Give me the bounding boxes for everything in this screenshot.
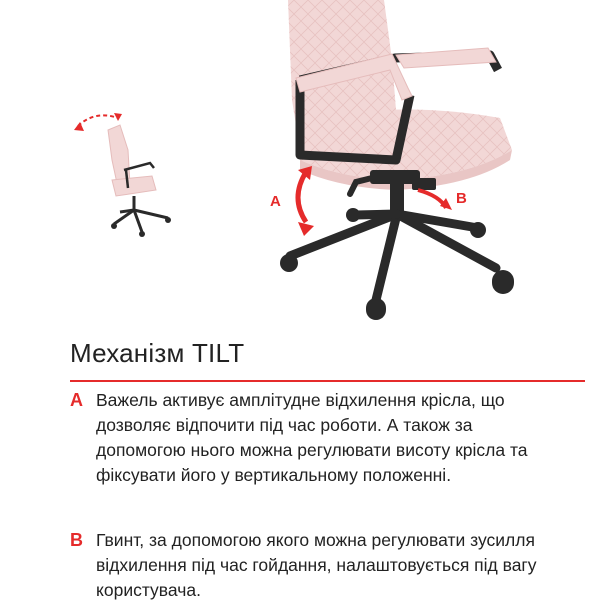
title-divider bbox=[70, 380, 585, 382]
page-title: Механізм TILT bbox=[70, 338, 245, 368]
feature-b-letter: B bbox=[70, 530, 83, 550]
feature-b-text: Гвинт, за допомогою якого можна регулювати зусилля відхилення під час гойдання, налаштовується під вагу користувача. bbox=[96, 530, 537, 600]
arrow-label-a: A bbox=[270, 193, 281, 210]
feature-b bbox=[70, 528, 550, 603]
feature-a bbox=[70, 388, 550, 488]
small-chair-image bbox=[74, 113, 171, 237]
feature-a-letter: A bbox=[70, 390, 83, 410]
feature-a-text: Важель активує амплітудне відхилення крісла, що дозволяє відпочити під час роботи. А також за допомогою нього можна регулювати висоту крісла та фіксувати його у вертикальному положенні. bbox=[96, 390, 528, 485]
large-chair-image bbox=[280, 0, 514, 320]
arrow-label-b: B bbox=[456, 190, 467, 207]
